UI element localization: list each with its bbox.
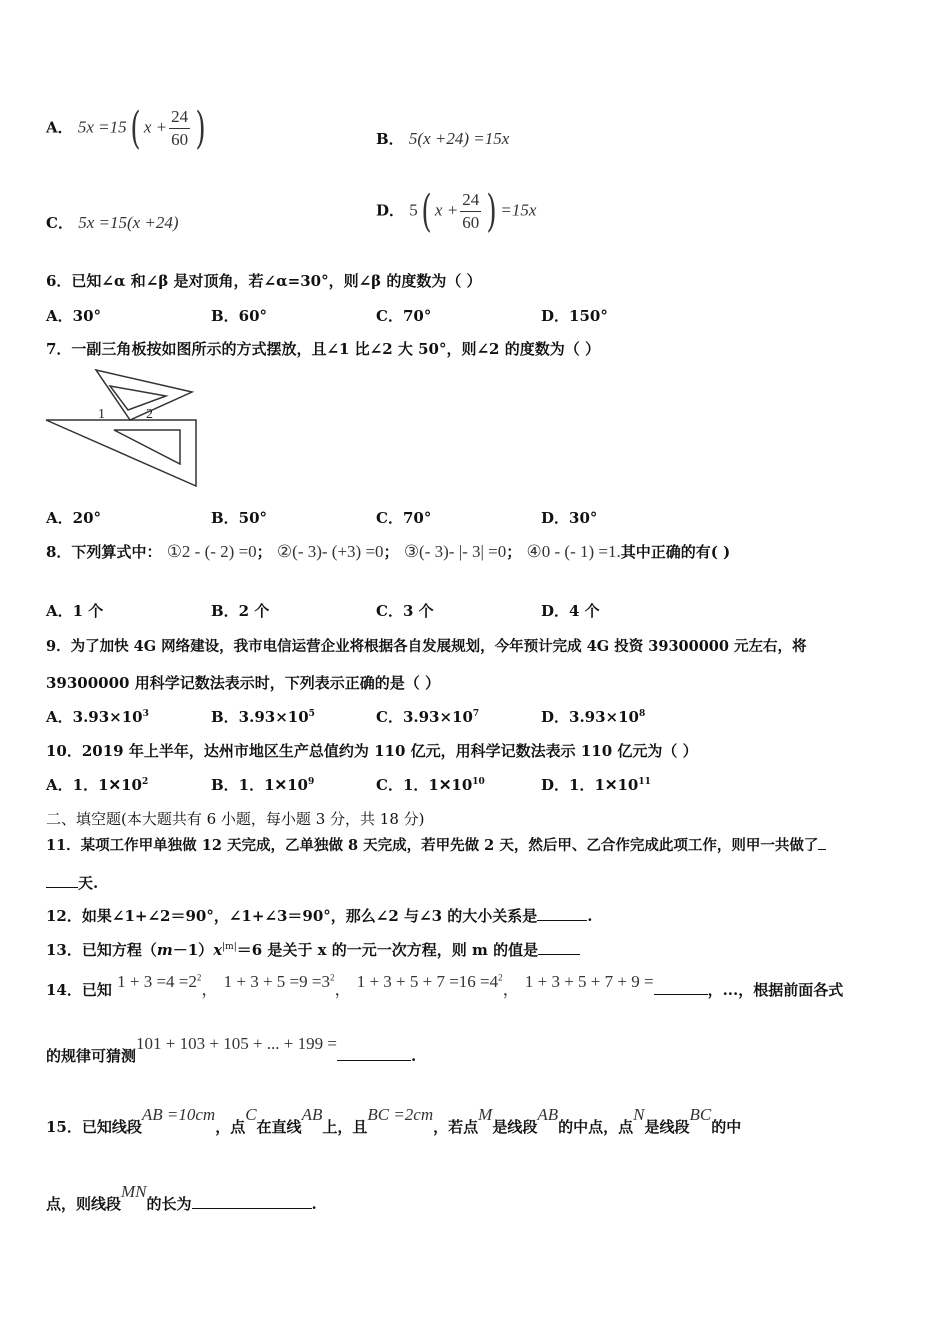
q5-d-right: =15x	[500, 200, 537, 220]
q14-line-2	[46, 1034, 417, 1066]
q9-a-base: A．3.93×10	[46, 708, 143, 726]
q8-sep-3: ；	[506, 543, 522, 561]
q5-a-label: A．	[46, 118, 73, 137]
q14-e1-exp: 2	[196, 972, 202, 983]
q14-e2-exp: 2	[329, 972, 335, 983]
q15-line2-post: 的长为	[146, 1195, 192, 1213]
q8-sep-2: ；	[383, 543, 399, 561]
q15-m6: AB	[537, 1105, 559, 1124]
q5-d-den: 60	[462, 213, 480, 232]
q5-d-fraction	[460, 189, 481, 234]
q15-blank	[192, 1208, 312, 1209]
q10-option-c	[376, 774, 485, 795]
q15-p6: 是线段	[492, 1118, 538, 1136]
q14-expr-3	[357, 972, 503, 991]
q9-c-exp: 7	[472, 709, 480, 719]
q10-b-base: B．1．1✕10	[211, 776, 308, 794]
comma: ，	[334, 980, 352, 999]
q13-blank	[538, 954, 580, 955]
q8-option-a: A．1 个	[46, 602, 104, 620]
q13-pre: 13．已知方程（	[46, 941, 157, 959]
q13-exp: |m|	[222, 942, 237, 952]
q9-d-base: D．3.93×10	[541, 708, 639, 726]
q14-line2-pre: 的规律可猜测	[46, 1047, 137, 1065]
q6-option-d: D．150°	[541, 307, 608, 325]
q15-p2: ，点	[215, 1118, 246, 1136]
q15-p1: 15．已知线段	[46, 1118, 142, 1136]
q5-d-left: 5	[409, 200, 418, 220]
q5-d-label: D．	[376, 201, 405, 220]
q10-stem: 10．2019 年上半年，达州市地区生产总值约为 110 亿元，用科学记数法表示 110 亿元为（ ）	[46, 742, 698, 760]
q14-e4: 1 + 3 + 5 + 7 + 9 =	[524, 972, 654, 991]
small-triangle-ruler	[96, 370, 192, 420]
q11-blank-part2	[46, 887, 78, 888]
q15-p3: 在直线	[256, 1118, 302, 1136]
angle-1-label: 1	[98, 407, 105, 422]
q8-option-c: C．3 个	[376, 602, 434, 620]
q11-line-2	[46, 872, 98, 893]
section-2-heading: 二、填空题(本大题共有 6 小题，每小题 3 分，共 18 分)	[46, 810, 425, 828]
comma: ，	[502, 980, 520, 999]
q15-m1: AB =10cm	[141, 1105, 216, 1124]
q9-line-2: 39300000 用科学记数法表示时，下列表示正确的是（ ）	[46, 674, 440, 692]
q5-a-den: 60	[171, 130, 189, 149]
q5-b-label: B．	[376, 130, 404, 148]
q15-line-1	[46, 1105, 742, 1137]
q8-tail: 其中正确的有( )	[620, 543, 731, 561]
q7-stem: 7．一副三角板按如图所示的方式摆放，且∠1 比∠2 大 50°，则∠2 的度数为（ ）	[46, 340, 600, 358]
q14-blank-2	[337, 1060, 411, 1061]
small-triangle-inner	[110, 386, 166, 410]
q15-p9: 的中	[711, 1118, 742, 1136]
q7-option-b: B．50°	[211, 509, 268, 527]
paren-open: (	[421, 186, 432, 237]
q10-option-b	[211, 774, 314, 795]
q8-sep-1: ；	[256, 543, 272, 561]
q14-e5: 101 + 103 + 105 + ... + 199 =	[136, 1034, 337, 1053]
q9-a-exp: 3	[142, 709, 149, 719]
large-triangle-inner	[114, 430, 180, 464]
q14-blank-1	[654, 994, 708, 995]
q8-stem: 8．下列算式中：	[46, 543, 162, 561]
paren-close: )	[195, 103, 206, 154]
q14-pre: 14．已知	[46, 981, 112, 999]
q5-option-a	[46, 103, 209, 154]
q13-mid: －1）	[172, 941, 214, 959]
q15-m2: C	[245, 1105, 257, 1124]
q10-d-exp: 11	[638, 777, 651, 787]
q15-m8: BC	[689, 1105, 712, 1124]
q8-option-b: B．2 个	[211, 602, 270, 620]
q9-option-a	[46, 706, 149, 727]
q9-option-b	[211, 706, 315, 727]
q5-a-num: 24	[169, 106, 190, 129]
q7-option-d: D．30°	[541, 509, 598, 527]
q9-option-c	[376, 706, 479, 727]
q15-p7: 的中点，点	[558, 1118, 634, 1136]
q7-option-a: A．20°	[46, 509, 102, 527]
q11-tail: 天.	[78, 874, 99, 892]
q15-m3: AB	[301, 1105, 323, 1124]
q10-c-exp: 10	[472, 777, 485, 787]
q5-a-left: 5x =15	[77, 117, 127, 137]
q12-blank	[537, 920, 587, 921]
q5-option-c	[46, 212, 179, 233]
q11-blank-part1	[818, 849, 826, 850]
q15-p4: 上，且	[322, 1118, 368, 1136]
q6-option-a: A．30°	[46, 307, 102, 325]
q8-expr-4: ④0 - (- 1) =1.	[526, 542, 621, 561]
q5-option-d	[376, 186, 536, 237]
q15-m9: MN	[121, 1182, 147, 1201]
q6-stem: 6．已知∠α 和∠β 是对顶角，若∠α=30°，则∠β 的度数为（ ）	[46, 272, 482, 290]
q11-text: 11．某项工作甲单独做 12 天完成，乙单独做 8 天完成，若甲先做 2 天，然后甲、乙合作完成此项工作，则甲一共做了	[46, 837, 819, 854]
q12-end: .	[587, 907, 593, 925]
q5-c-label: C．	[46, 214, 73, 232]
q14-expr-2	[224, 972, 335, 991]
q5-c-expr: 5x =15(x +24)	[78, 213, 179, 232]
q9-line-1: 9．为了加快 4G 网络建设，我市电信运营企业将根据各自发展规划，今年预计完成 4G 投资 39300000 元左右，将	[46, 638, 807, 655]
q9-d-exp: 8	[638, 709, 646, 719]
q8-line	[46, 541, 730, 562]
q10-a-base: A．1．1✕10	[46, 776, 142, 794]
q6-option-c: C．70°	[376, 307, 432, 325]
q5-option-b	[376, 128, 509, 149]
q6-option-b: B．60°	[211, 307, 268, 325]
q5-b-expr: 5(x +24) =15x	[408, 129, 510, 148]
q10-option-a	[46, 774, 148, 795]
q5-d-num: 24	[460, 189, 481, 212]
angle-2-label: 2	[146, 407, 153, 422]
q13-m: m	[156, 941, 173, 959]
q9-b-exp: 5	[308, 709, 315, 719]
q8-expr-1: ①2 - (- 2) =0	[166, 542, 257, 561]
q10-option-d	[541, 774, 651, 795]
q14-e2: 1 + 3 + 5 =9 =3	[223, 972, 330, 991]
q15-p5: ，若点	[433, 1118, 479, 1136]
q14-e3-exp: 2	[498, 972, 503, 983]
q5-d-x: x +	[434, 200, 459, 220]
q9-b-base: B．3.93×10	[211, 708, 309, 726]
q8-expr-2: ②(- 3)- (+3) =0	[276, 542, 384, 561]
q9-c-base: C．3.93×10	[376, 708, 473, 726]
q15-line2-pre: 点，则线段	[46, 1195, 122, 1213]
q14-end: .	[410, 1047, 417, 1065]
q5-a-fraction	[169, 106, 190, 151]
q13-line	[46, 939, 580, 960]
paren-close: )	[486, 186, 497, 237]
q15-m5: M	[478, 1105, 493, 1124]
q13-post: ＝6 是关于 x 的一元一次方程，则 m 的值是	[236, 941, 539, 959]
triangle-rulers-figure	[44, 366, 200, 490]
q15-p8: 是线段	[644, 1118, 690, 1136]
q10-c-base: C．1．1✕10	[376, 776, 473, 794]
q7-option-c: C．70°	[376, 509, 432, 527]
q14-after-blank: ，...，根据前面各式	[707, 981, 844, 999]
q9-option-d	[541, 706, 645, 727]
q10-d-base: D．1．1✕10	[541, 776, 639, 794]
q14-line-1	[46, 972, 844, 1000]
paren-open: (	[130, 103, 141, 154]
q10-b-exp: 9	[308, 777, 315, 787]
q14-expr-1	[117, 972, 201, 991]
q15-m7: N	[633, 1105, 645, 1124]
q12-line	[46, 905, 592, 926]
q14-e3: 1 + 3 + 5 + 7 =16 =4	[356, 972, 499, 991]
q5-a-x: x +	[143, 117, 168, 137]
q15-end: .	[311, 1195, 317, 1213]
q8-expr-3: ③(- 3)- |- 3| =0	[403, 542, 507, 561]
q12-stem: 12．如果∠1+∠2＝90°，∠1+∠3＝90°，那么∠2 与∠3 的大小关系是	[46, 907, 538, 925]
comma: ，	[201, 980, 219, 999]
q11-line-1	[46, 834, 826, 855]
q8-option-d: D．4 个	[541, 602, 600, 620]
q13-x: x	[213, 941, 223, 959]
q10-a-exp: 2	[141, 777, 149, 787]
q15-m4: BC =2cm	[367, 1105, 434, 1124]
q15-line-2	[46, 1182, 317, 1214]
q14-e1: 1 + 3 =4 =2	[117, 972, 197, 991]
